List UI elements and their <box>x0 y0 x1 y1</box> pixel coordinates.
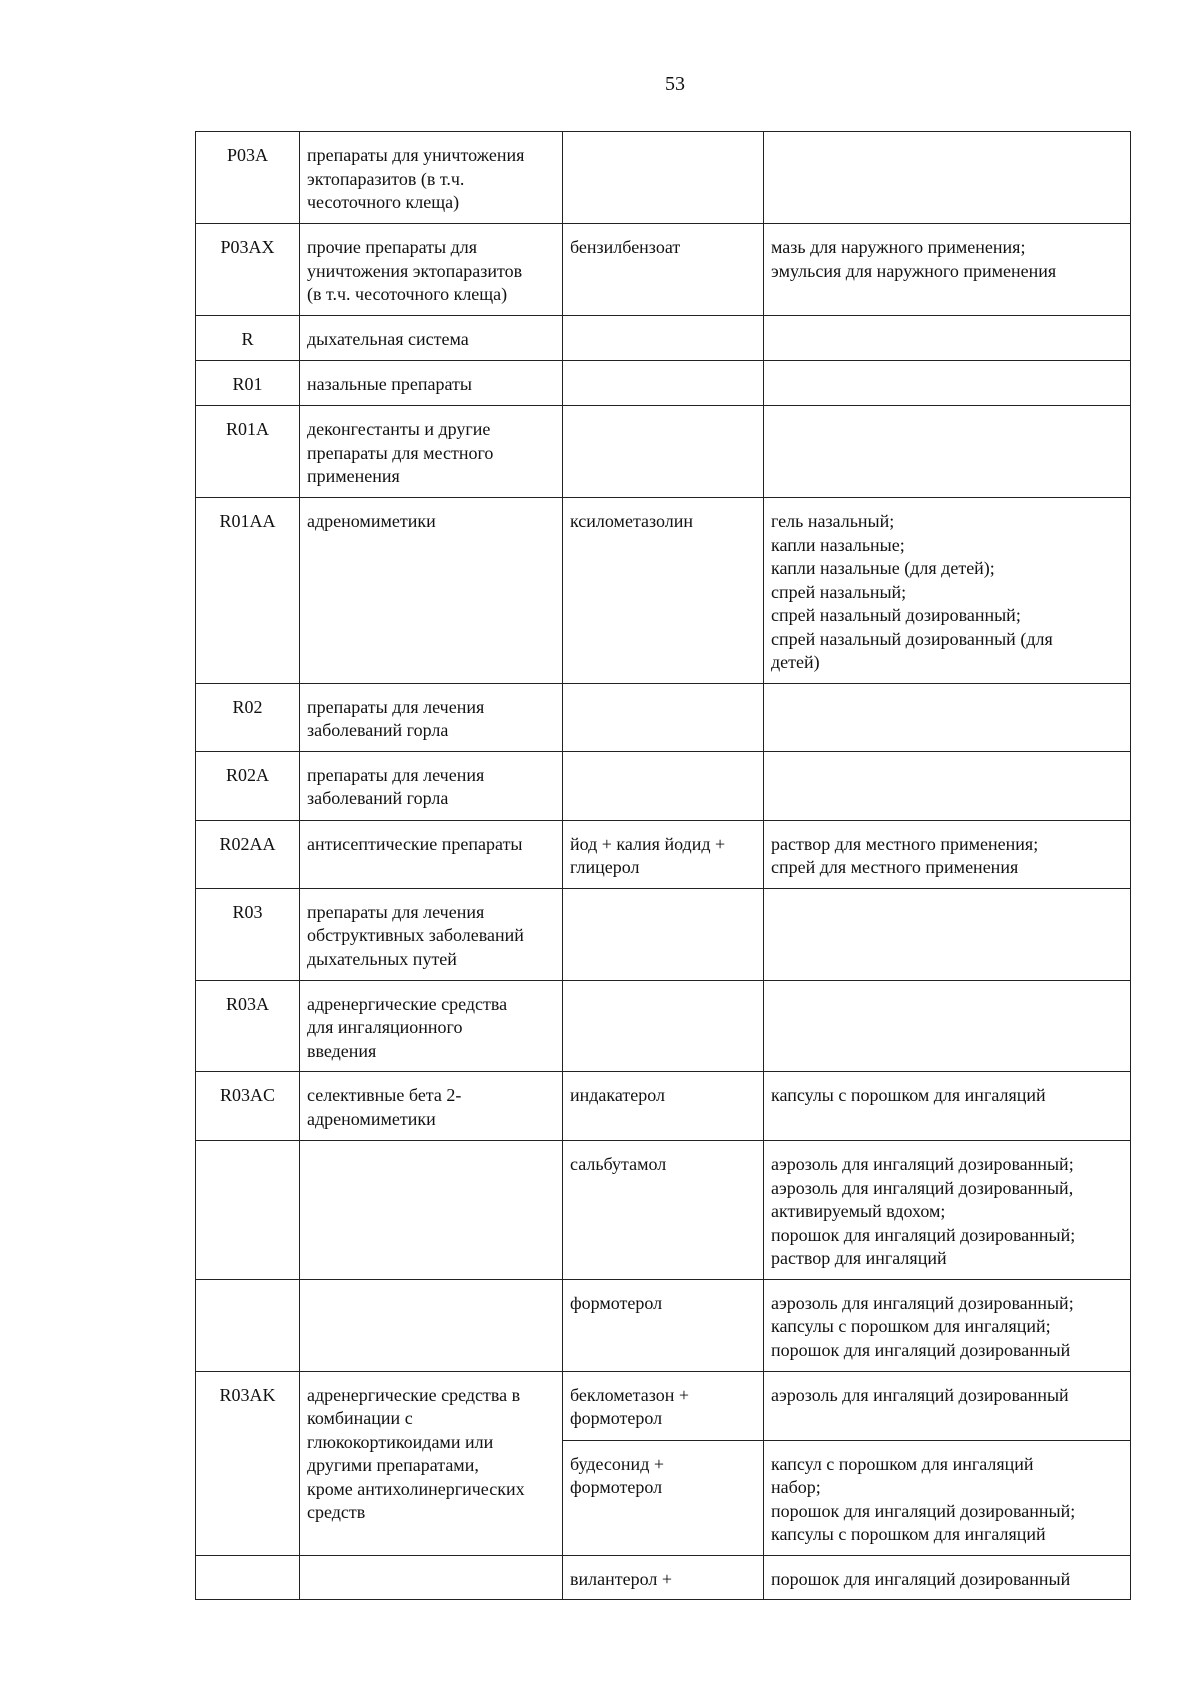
drug-name-cell: ксилометазолин <box>563 498 764 684</box>
drug-name-cell: беклометазон + формотерол <box>563 1371 764 1440</box>
drug-name-cell <box>563 132 764 224</box>
drug-classification-table <box>195 131 1131 1600</box>
page-number: 53 <box>665 73 685 95</box>
table-row <box>196 1141 1131 1280</box>
drug-name-cell: йод + калия йодид + глицерол <box>563 820 764 888</box>
dosage-form-cell <box>764 751 1131 820</box>
dosage-form-cell <box>764 361 1131 406</box>
dosage-form-cell <box>764 980 1131 1072</box>
table-row <box>196 1279 1131 1371</box>
drug-name-cell <box>563 361 764 406</box>
drug-name-cell: будесонид + формотерол <box>563 1440 764 1555</box>
dosage-form-cell <box>764 888 1131 980</box>
drug-name-cell: бензилбензоат <box>563 224 764 316</box>
atc-code-cell <box>196 1279 300 1371</box>
drug-name-cell: вилантерол + <box>563 1555 764 1600</box>
drug-name-cell <box>563 980 764 1072</box>
group-name-cell: деконгестанты и другие препараты для местного применения <box>300 406 563 498</box>
dosage-form-cell: капсул с порошком для ингаляций набор; порошок для ингаляций дозированный; капсулы с порошком для ингаляций <box>764 1440 1131 1555</box>
group-name-cell <box>300 1555 563 1600</box>
atc-code-cell: R03 <box>196 888 300 980</box>
dosage-form-cell <box>764 132 1131 224</box>
group-name-cell: препараты для лечения заболеваний горла <box>300 751 563 820</box>
atc-code-cell: R01AA <box>196 498 300 684</box>
atc-code-cell: R03AK <box>196 1371 300 1555</box>
group-name-cell: препараты для лечения обструктивных заболеваний дыхательных путей <box>300 888 563 980</box>
dosage-form-cell: аэрозоль для ингаляций дозированный <box>764 1371 1131 1440</box>
table-row <box>196 888 1131 980</box>
atc-code-cell: R02AA <box>196 820 300 888</box>
group-name-cell: дыхательная система <box>300 316 563 361</box>
table-row <box>196 1371 1131 1440</box>
dosage-form-cell: капсулы с порошком для ингаляций <box>764 1072 1131 1141</box>
atc-code-cell: R02 <box>196 683 300 751</box>
atc-code-cell: P03AX <box>196 224 300 316</box>
table-row <box>196 224 1131 316</box>
table-row <box>196 132 1131 224</box>
group-name-cell: назальные препараты <box>300 361 563 406</box>
group-name-cell: прочие препараты для уничтожения эктопаразитов (в т.ч. чесоточного клеща) <box>300 224 563 316</box>
group-name-cell <box>300 1279 563 1371</box>
group-name-cell: адренергические средства для ингаляционного введения <box>300 980 563 1072</box>
table-row <box>196 1072 1131 1141</box>
drug-name-cell <box>563 683 764 751</box>
group-name-cell: препараты для уничтожения эктопаразитов (в т.ч. чесоточного клеща) <box>300 132 563 224</box>
drug-name-cell <box>563 406 764 498</box>
atc-code-cell: R01 <box>196 361 300 406</box>
group-name-cell: селективные бета 2- адреномиметики <box>300 1072 563 1141</box>
table-row <box>196 980 1131 1072</box>
drug-name-cell: формотерол <box>563 1279 764 1371</box>
drug-name-cell: сальбутамол <box>563 1141 764 1280</box>
drug-name-cell: индакатерол <box>563 1072 764 1141</box>
dosage-form-cell: гель назальный; капли назальные; капли назальные (для детей); спрей назальный; спрей назальный дозированный; спрей назальный дозированный (для детей) <box>764 498 1131 684</box>
group-name-cell: препараты для лечения заболеваний горла <box>300 683 563 751</box>
atc-code-cell: P03A <box>196 132 300 224</box>
group-name-cell: адренергические средства в комбинации с глюкокортикоидами или другими препаратами, кроме антихолинергических средств <box>300 1371 563 1555</box>
atc-code-cell: R03A <box>196 980 300 1072</box>
table-row <box>196 683 1131 751</box>
dosage-form-cell: аэрозоль для ингаляций дозированный; капсулы с порошком для ингаляций; порошок для ингаляций дозированный <box>764 1279 1131 1371</box>
dosage-form-cell: раствор для местного применения; спрей для местного применения <box>764 820 1131 888</box>
atc-code-cell: R <box>196 316 300 361</box>
atc-code-cell <box>196 1141 300 1280</box>
table-row <box>196 406 1131 498</box>
atc-code-cell: R01A <box>196 406 300 498</box>
atc-code-cell <box>196 1555 300 1600</box>
drug-name-cell <box>563 751 764 820</box>
table-row <box>196 820 1131 888</box>
dosage-form-cell: мазь для наружного применения; эмульсия для наружного применения <box>764 224 1131 316</box>
group-name-cell: адреномиметики <box>300 498 563 684</box>
dosage-form-cell <box>764 406 1131 498</box>
atc-code-cell: R02A <box>196 751 300 820</box>
dosage-form-cell: порошок для ингаляций дозированный <box>764 1555 1131 1600</box>
table-row <box>196 498 1131 684</box>
atc-code-cell: R03AC <box>196 1072 300 1141</box>
table-row <box>196 361 1131 406</box>
dosage-form-cell: аэрозоль для ингаляций дозированный; аэрозоль для ингаляций дозированный, активируемый вдохом; порошок для ингаляций дозированный; раствор для ингаляций <box>764 1141 1131 1280</box>
dosage-form-cell <box>764 683 1131 751</box>
group-name-cell: антисептические препараты <box>300 820 563 888</box>
group-name-cell <box>300 1141 563 1280</box>
table-row <box>196 1555 1131 1600</box>
drug-name-cell <box>563 316 764 361</box>
dosage-form-cell <box>764 316 1131 361</box>
table-row <box>196 751 1131 820</box>
table-row <box>196 316 1131 361</box>
drug-name-cell <box>563 888 764 980</box>
